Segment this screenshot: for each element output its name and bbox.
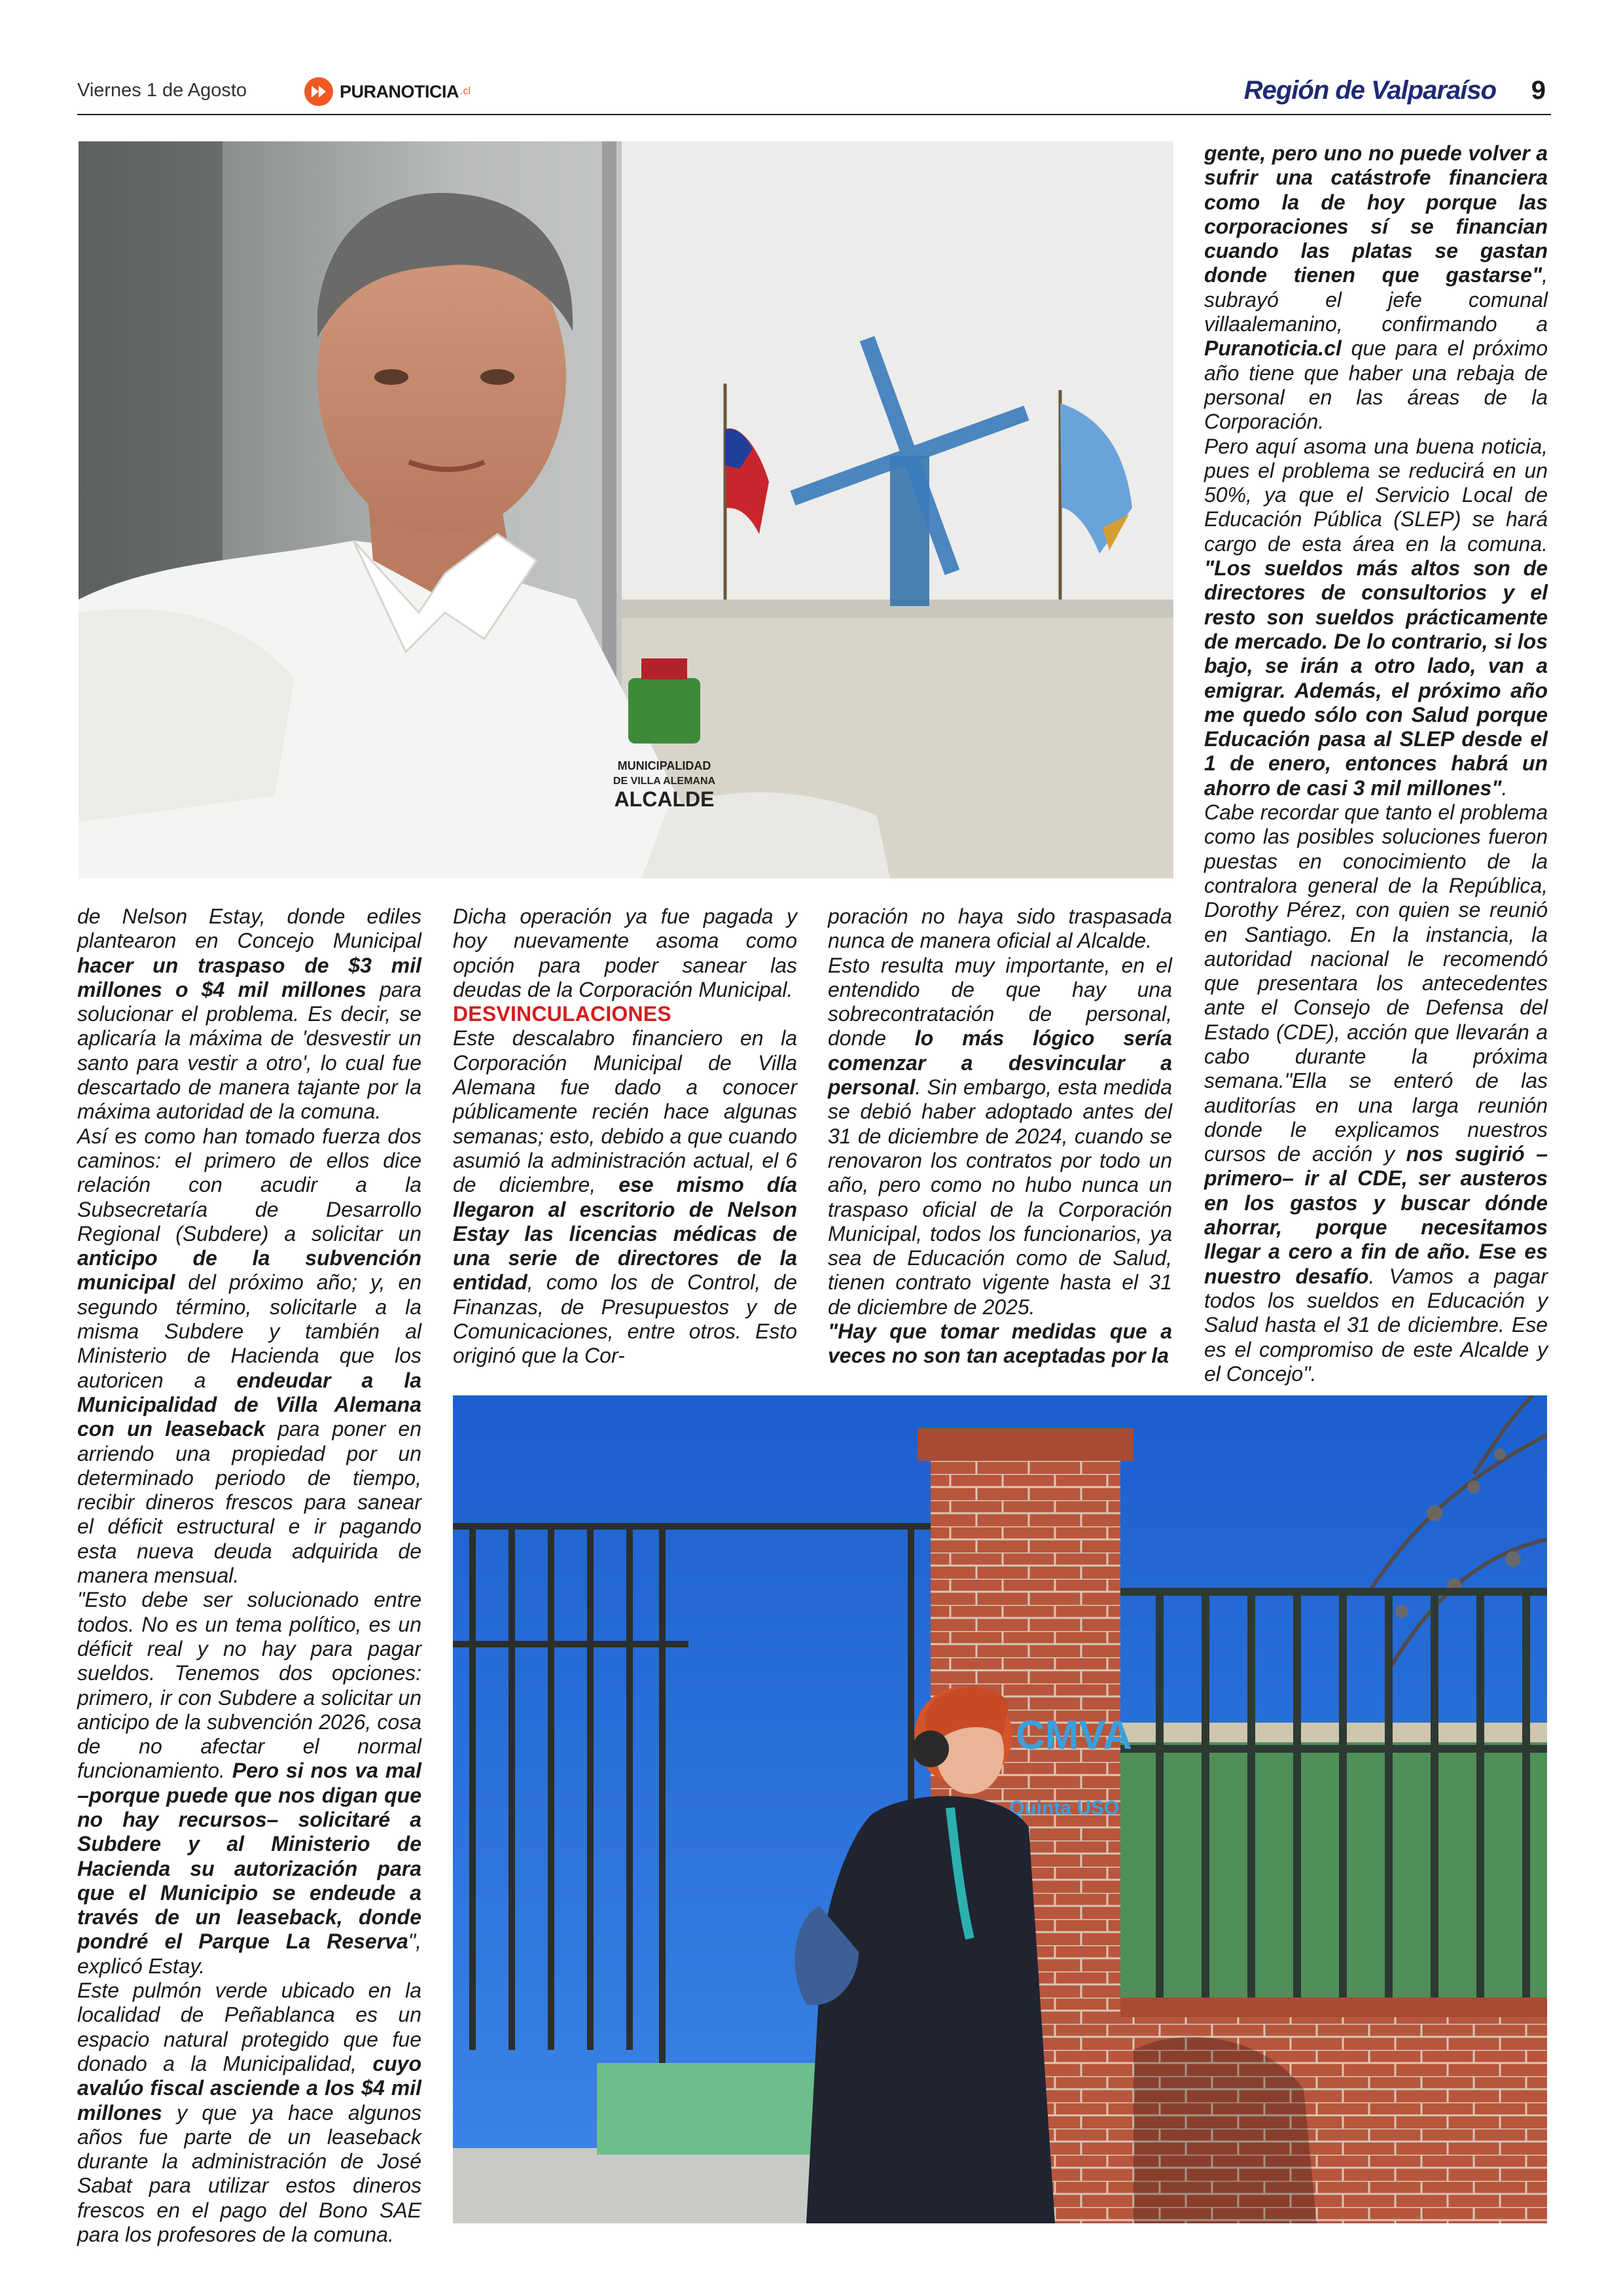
article-paragraph — [828, 954, 1172, 1319]
bold-text-run: Puranoticia.cl — [1204, 336, 1342, 361]
bold-text-run: hacer un traspaso de $3 mil millones o $4 mil millones — [77, 953, 421, 1001]
page-number: 9 — [1531, 76, 1546, 105]
shirt-text-line3: ALCALDE — [614, 787, 715, 811]
brand-logo — [304, 77, 471, 106]
text-run: del próximo año; y, en segundo término, solicitarle a la misma Subdere y también al Ministerio de Hacienda que los autoricen a — [77, 1270, 421, 1392]
bold-text-run: Pero si nos va mal –porque puede que nos digan que no hay recursos– solicitaré a Subdere y al Ministerio de Hacienda su autorización para que el Municipio se endeude a través de un leaseback, donde pondré el Parque La Reserva — [77, 1759, 422, 1954]
text-run: Así es como han tomado fuerza dos caminos: el primero de ellos dice relación con acudir a la Subsecretaría de Desarrollo Regional (Subdere) a solicitar un — [77, 1124, 421, 1246]
bold-text-run: "Los sueldos más altos son de directores de consultorios y el resto son sueldos prácticamente de mercado. De lo contrario, si los bajo, se irán a otro lado, van a emigrar. Además, el próximo año me quedo sólo con Salud porque Educación pasa al SLEP desde el 1 de enero, entonces habrá un ahorro de casi 3 mil millones" — [1204, 556, 1548, 800]
article-column-4 — [1204, 141, 1548, 1386]
bold-text-run: lo más lógico sería comenzar a desvincular a personal — [828, 1026, 1173, 1100]
article-paragraph — [453, 905, 797, 1002]
text-run: para solucionar el problema. Es decir, se aplicaría la máxima de 'desvestir un santo para vestir a otro', lo cual fue descartado de manera tajante por la máxima autoridad de la comuna. — [77, 977, 422, 1124]
bold-text-run: gente, pero uno no puede volver a sufrir una catástrofe financiera como la de hoy porque las corporaciones sí se financian cuando las platas se gastan donde tienen que gastarse" — [1204, 141, 1548, 287]
text-run: , subrayó el jefe comunal villaalemanino, confirmando a — [1204, 263, 1548, 336]
shirt-text-line1: MUNICIPALIDAD — [617, 759, 711, 772]
article-paragraph — [77, 905, 421, 1124]
corporation-building-photo — [453, 1395, 1547, 2223]
bold-text-run: nos sugirió –primero– ir al CDE, ser austeros en los gastos y buscar dónde ahorrar, porque necesitamos llegar a cero a fin de año. Ese es nuestro desafío — [1204, 1142, 1548, 1288]
text-run: poración no haya sido traspasada nunca de manera oficial al Alcalde. — [828, 905, 1172, 953]
article-column-2 — [453, 905, 797, 1369]
section-subheading: DESVINCULACIONES — [453, 1002, 671, 1026]
article-paragraph — [1204, 800, 1548, 1386]
issue-date: Viernes 1 de Agosto — [77, 80, 247, 101]
text-run: Este descalabro financiero en la Corporación Municipal de Villa Alemana fue dado a conocer públicamente recién hace algunas semanas; esto, debido a que cuando asumió la administración actual, el 6 de diciembre, — [453, 1026, 797, 1197]
article-paragraph — [77, 1588, 421, 1979]
text-run: para poner en arriendo una propiedad por un determinado periodo de tiempo, recibir dineros frescos para sanear el déficit estructural e ir pagando esta nueva deuda adquirida de manera mensual. — [77, 1417, 422, 1588]
text-run: , como los de Control, de Finanzas, de Presupuestos y de Comunicaciones, entre otros. Esto originó que la Cor- — [453, 1270, 797, 1368]
shirt-text-line2: DE VILLA ALEMANA — [613, 776, 716, 787]
article-column-1 — [77, 905, 421, 2247]
article-paragraph — [77, 1979, 421, 2247]
sign-main-text: CMVA — [1016, 1713, 1132, 1758]
text-run: de Nelson Estay, donde ediles plantearon en Concejo Municipal — [77, 905, 421, 953]
play-arrows-icon — [304, 77, 333, 106]
header-divider — [77, 114, 1551, 115]
bold-text-run: endeudar a la Municipalidad de Villa Alemana con un leaseback — [77, 1368, 422, 1441]
section-title: Región de Valparaíso — [1243, 76, 1496, 105]
text-run: Esto resulta muy importante, en el entendido de que hay una sobrecontratación de personal, donde — [828, 953, 1172, 1050]
text-run: . Vamos a pagar todos los sueldos en Educación y Salud hasta el 31 de diciembre. Ese es el compromiso de este Alcalde y el Concejo". — [1204, 1264, 1548, 1386]
brand-name: PURANOTICIA — [340, 81, 459, 101]
sign-sub-text: Quinta USO — [1009, 1797, 1120, 1819]
text-run: que para el próximo año tiene que haber una rebaja de personal en las áreas de la Corporación. — [1204, 336, 1548, 434]
mayor-portrait-photo — [79, 141, 1173, 878]
bold-text-run: anticipo de la subvención municipal — [77, 1246, 421, 1295]
text-run: Este pulmón verde ubicado en la localidad de Peñablanca es un espacio natural protegido que fue donado a la Municipalidad, — [77, 1979, 421, 2075]
text-run: ", explicó Estay. — [77, 1929, 421, 1978]
article-paragraph — [453, 1026, 797, 1368]
text-run: y que ya hace algunos años fue parte de un leaseback durante la administración de José Sabat para utilizar estos dineros frescos en el pago del Bono SAE para los profesores de la comuna. — [77, 2100, 421, 2247]
text-run: Pero aquí asoma una buena noticia, pues el problema se reducirá en un 50%, ya que el Servicio Local de Educación Pública (SLEP) se hará cargo de esta área en la comuna. — [1204, 434, 1548, 556]
article-paragraph — [77, 1124, 421, 1588]
brand-suffix: .cl — [460, 86, 471, 97]
bold-text-run: cuyo avalúo fiscal asciende a los $4 mil millones — [77, 2051, 421, 2125]
text-run: "Esto debe ser solucionado entre todos. No es un tema político, es un déficit real y no hay para pagar sueldos. Tenemos dos opciones: primero, ir con Subdere a solicitar un anticipo de la subvención 2026, cosa de no afectar el normal funcionamiento. — [77, 1588, 421, 1783]
article-paragraph — [828, 905, 1172, 954]
article-paragraph — [1204, 141, 1548, 435]
bold-text-run: "Hay que tomar medidas que a veces no son tan aceptadas por la — [828, 1319, 1172, 1368]
text-run: . — [1501, 776, 1508, 800]
article-column-3 — [828, 905, 1172, 1369]
text-run: . Sin embargo, esta medida se debió haber adoptado antes del 31 de diciembre de 2024, cuando se renovaron los contratos por todo un año, pero como no hubo nunca un traspaso oficial de la Corporación Municipal, todos los funcionarios, ya sea de Educación como de Salud, tienen contrato vigente hasta el 31 de diciembre de 2025. — [828, 1075, 1172, 1319]
text-run: Dicha operación ya fue pagada y hoy nuevamente asoma como opción para poder sanear las deudas de la Corporación Municipal. — [453, 905, 797, 1001]
page-header — [77, 73, 1551, 115]
bold-text-run: ese mismo día llegaron al escritorio de Nelson Estay las licencias médicas de una serie de directores de la entidad — [453, 1173, 797, 1295]
article-paragraph — [828, 1319, 1172, 1369]
text-run: Cabe recordar que tanto el problema como las posibles soluciones fueron puestas en conocimiento de la contralora general de la República, Dorothy Pérez, con quien se reunió en Santiago. En la instancia, la autoridad nacional le recomendó que presentara los antecedentes ante el Consejo de Defensa del Estado (CDE), acción que llevarán a cabo durante la próxima semana."Ella se enteró de las auditorías en una larga reunión donde le explicamos nuestros cursos de acción y — [1204, 800, 1548, 1166]
article-paragraph — [1204, 435, 1548, 800]
